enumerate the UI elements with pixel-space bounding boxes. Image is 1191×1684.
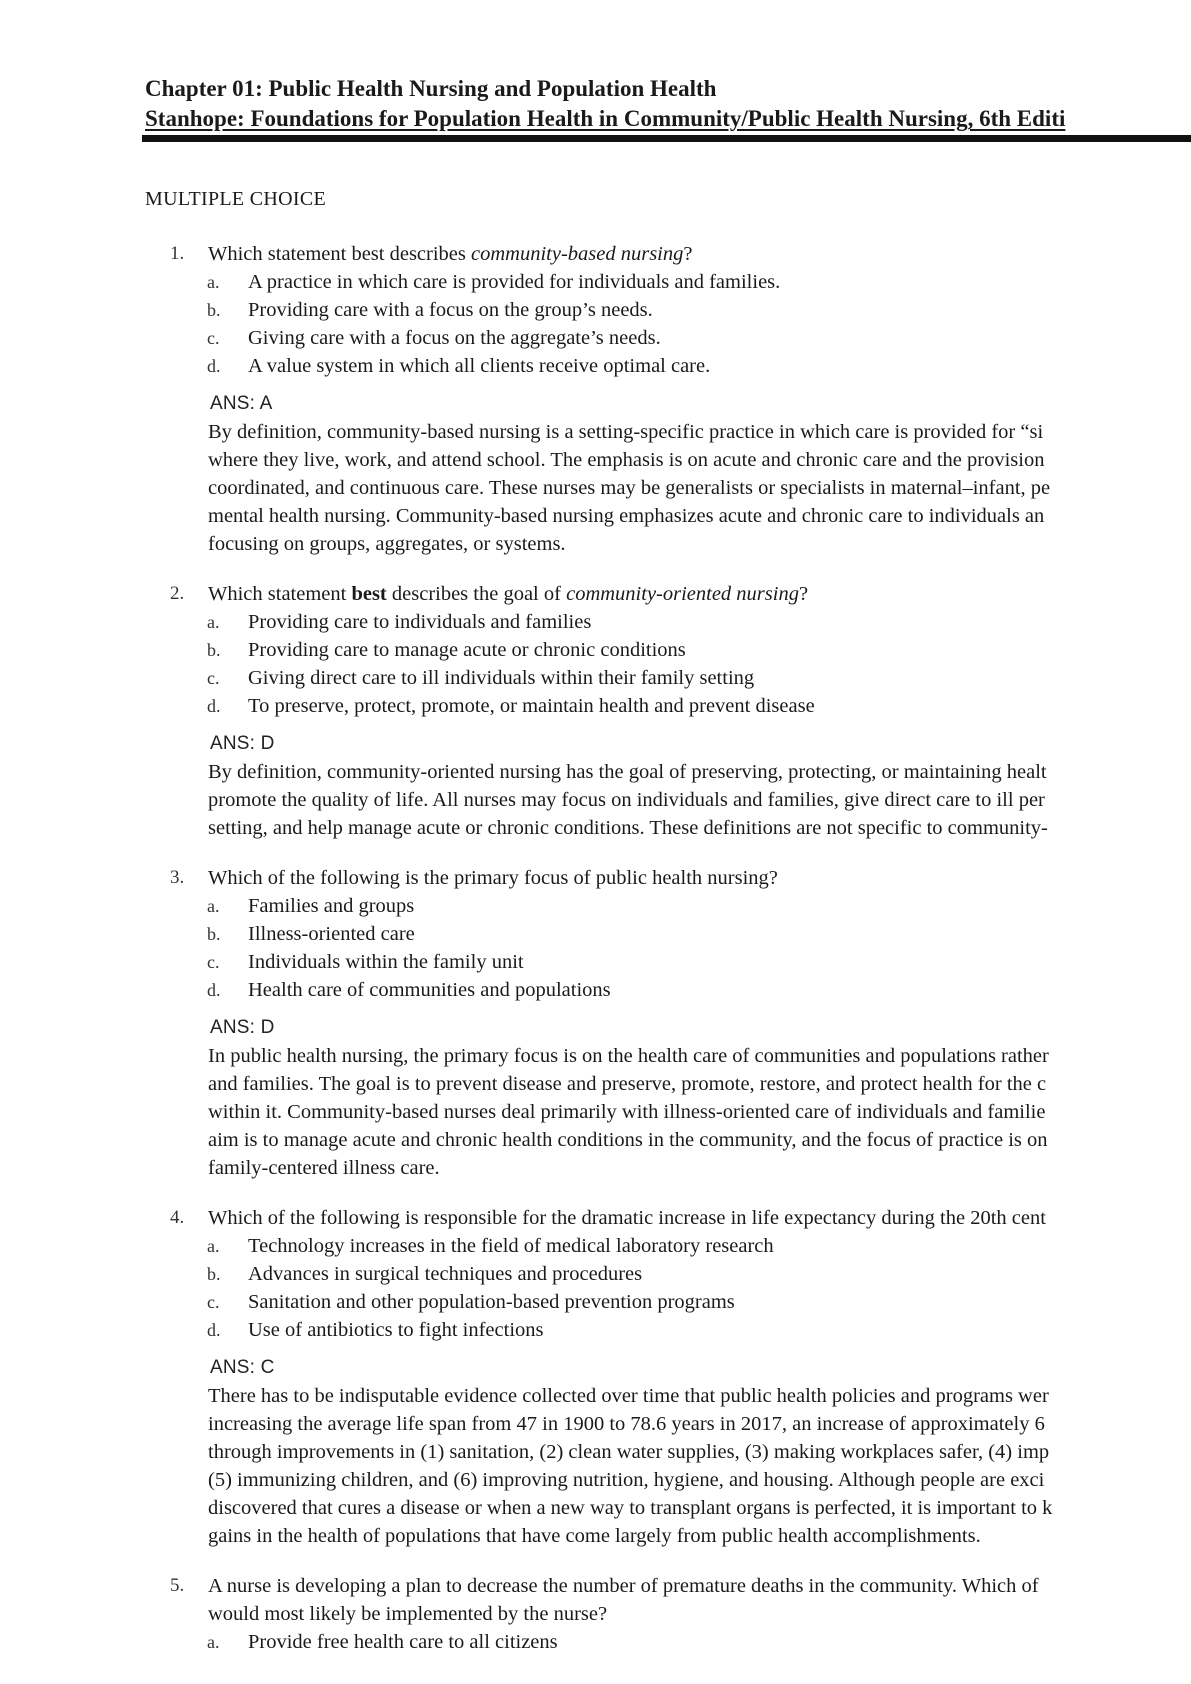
- option-text: A value system in which all clients receive optimal care.: [248, 355, 711, 377]
- option-text: Sanitation and other population-based prevention programs: [248, 1291, 735, 1313]
- question-3: [0, 864, 1191, 1182]
- option-text: Providing care to manage acute or chronic conditions: [248, 639, 686, 661]
- question-number: 5.: [170, 1575, 185, 1596]
- option-text: Advances in surgical techniques and procedures: [248, 1263, 643, 1285]
- option-text: Use of antibiotics to fight infections: [248, 1319, 544, 1341]
- header-rule: [142, 135, 1191, 142]
- option-letter: a.: [207, 272, 220, 292]
- rationale: [0, 758, 1191, 842]
- question-number: 4.: [170, 1207, 185, 1228]
- rationale-line: where they live, work, and attend school. The emphasis is on acute and chronic care and the provision: [208, 449, 1045, 471]
- question-stem: [0, 1572, 1191, 1628]
- option-text: Health care of communities and populations: [248, 979, 611, 1001]
- question-2: [0, 580, 1191, 842]
- option-text: Provide free health care to all citizens: [248, 1631, 558, 1653]
- stem-emphasis: community-based nursing: [471, 243, 684, 265]
- option-b: [0, 296, 1191, 324]
- rationale-line: By definition, community-based nursing is a setting-specific practice in which care is provided for “si: [208, 421, 1044, 443]
- answer-key: ANS: D: [210, 1017, 275, 1038]
- option-text: To preserve, protect, promote, or maintain health and prevent disease: [248, 695, 815, 717]
- rationale: [0, 1042, 1191, 1182]
- option-b: [0, 920, 1191, 948]
- stem-bold: best: [351, 583, 387, 605]
- rationale-line: (5) immunizing children, and (6) improving nutrition, hygiene, and housing. Although people are exci: [208, 1469, 1045, 1491]
- rationale-line: focusing on groups, aggregates, or systems.: [208, 533, 566, 555]
- stem-text: Which statement: [208, 583, 352, 605]
- rationale-line: setting, and help manage acute or chronic conditions. These definitions are not specific to community-: [208, 817, 1048, 839]
- rationale-line: increasing the average life span from 47 in 1900 to 78.6 years in 2017, an increase of approximately 6: [208, 1413, 1045, 1435]
- answer-key: ANS: A: [210, 393, 273, 414]
- rationale-line: In public health nursing, the primary focus is on the health care of communities and populations rather: [208, 1045, 1049, 1067]
- option-a: [0, 608, 1191, 636]
- option-letter: d.: [207, 696, 221, 716]
- option-text: Individuals within the family unit: [248, 951, 524, 973]
- option-a: [0, 1232, 1191, 1260]
- option-letter: b.: [207, 640, 221, 660]
- stem-text: Which statement best describes: [208, 243, 471, 265]
- option-d: [0, 692, 1191, 720]
- option-letter: d.: [207, 980, 221, 1000]
- section-heading: MULTIPLE CHOICE: [145, 188, 326, 210]
- question-stem: [0, 864, 1191, 892]
- stem-text-middle: describes the goal of: [386, 583, 567, 605]
- question-stem: [0, 580, 1191, 608]
- option-text: Families and groups: [248, 895, 415, 917]
- option-letter: b.: [207, 300, 221, 320]
- option-letter: c.: [207, 328, 220, 348]
- option-c: [0, 664, 1191, 692]
- rationale-line: discovered that cures a disease or when a new way to transplant organs is perfected, it is important to k: [208, 1497, 1053, 1519]
- option-d: [0, 1316, 1191, 1344]
- option-d: [0, 976, 1191, 1004]
- option-letter: c.: [207, 1292, 220, 1312]
- option-b: [0, 1260, 1191, 1288]
- rationale: [0, 418, 1191, 558]
- option-text: Illness-oriented care: [248, 923, 415, 945]
- stem-text: Which of the following is the primary focus of public health nursing?: [208, 867, 778, 889]
- question-list: [0, 240, 1191, 1678]
- option-c: [0, 948, 1191, 976]
- stem-emphasis: community-oriented nursing: [566, 583, 799, 605]
- option-letter: b.: [207, 924, 221, 944]
- book-title: Stanhope: Foundations for Population Health in Community/Public Health Nursing, 6th Editi: [145, 106, 1066, 131]
- rationale-line: promote the quality of life. All nurses may focus on individuals and families, give direct care to ill per: [208, 789, 1045, 811]
- stem-text-end: ?: [683, 243, 693, 265]
- answer-key: ANS: C: [210, 1357, 275, 1378]
- option-letter: b.: [207, 1264, 221, 1284]
- rationale: [0, 1382, 1191, 1550]
- rationale-line: mental health nursing. Community-based nursing emphasizes acute and chronic care to individuals an: [208, 505, 1045, 527]
- rationale-line: family-centered illness care.: [208, 1157, 440, 1179]
- option-c: [0, 324, 1191, 352]
- question-stem: [0, 240, 1191, 268]
- question-4: [0, 1204, 1191, 1550]
- option-letter: d.: [207, 1320, 221, 1340]
- option-a: [0, 268, 1191, 296]
- stem-text: Which of the following is responsible for the dramatic increase in life expectancy during the 20th cent: [208, 1207, 1046, 1229]
- option-text: Providing care to individuals and families: [248, 611, 592, 633]
- option-text: Technology increases in the field of medical laboratory research: [248, 1235, 774, 1257]
- rationale-line: and families. The goal is to prevent disease and preserve, promote, restore, and protect health for the c: [208, 1073, 1047, 1095]
- rationale-line: through improvements in (1) sanitation, (2) clean water supplies, (3) making workplaces safer, (4) imp: [208, 1441, 1050, 1463]
- question-number: 3.: [170, 867, 185, 888]
- rationale-line: By definition, community-oriented nursing has the goal of preserving, protecting, or maintaining healt: [208, 761, 1047, 783]
- option-d: [0, 352, 1191, 380]
- option-letter: c.: [207, 668, 220, 688]
- rationale-line: gains in the health of populations that have come largely from public health accomplishments.: [208, 1525, 981, 1547]
- option-text: Providing care with a focus on the group’s needs.: [248, 299, 653, 321]
- option-letter: c.: [207, 952, 220, 972]
- rationale-line: There has to be indisputable evidence collected over time that public health policies and programs wer: [208, 1385, 1049, 1407]
- option-a: [0, 892, 1191, 920]
- option-text: Giving direct care to ill individuals within their family setting: [248, 667, 755, 689]
- question-number: 2.: [170, 583, 185, 604]
- option-c: [0, 1288, 1191, 1316]
- question-stem: [0, 1204, 1191, 1232]
- question-5: [0, 1572, 1191, 1656]
- document-header: [145, 74, 1191, 134]
- option-letter: a.: [207, 612, 220, 632]
- option-letter: a.: [207, 896, 220, 916]
- stem-text-end: ?: [798, 583, 809, 605]
- option-letter: a.: [207, 1236, 220, 1256]
- stem-line: would most likely be implemented by the nurse?: [208, 1603, 608, 1625]
- question-number: 1.: [170, 243, 185, 264]
- rationale-line: aim is to manage acute and chronic health conditions in the community, and the focus of practice is on: [208, 1129, 1048, 1151]
- rationale-line: coordinated, and continuous care. These nurses may be generalists or specialists in maternal–infant, pe: [208, 477, 1051, 499]
- chapter-title: Chapter 01: Public Health Nursing and Population Health: [145, 76, 717, 101]
- option-b: [0, 636, 1191, 664]
- option-letter: d.: [207, 356, 221, 376]
- answer-key: ANS: D: [210, 733, 275, 754]
- question-1: [0, 240, 1191, 558]
- option-letter: a.: [207, 1632, 220, 1652]
- option-text: Giving care with a focus on the aggregate’s needs.: [248, 327, 661, 349]
- option-text: A practice in which care is provided for individuals and families.: [248, 271, 781, 293]
- rationale-line: within it. Community-based nurses deal primarily with illness-oriented care of individuals and familie: [208, 1101, 1046, 1123]
- stem-line: A nurse is developing a plan to decrease the number of premature deaths in the community. Which of: [208, 1575, 1039, 1597]
- option-a: [0, 1628, 1191, 1656]
